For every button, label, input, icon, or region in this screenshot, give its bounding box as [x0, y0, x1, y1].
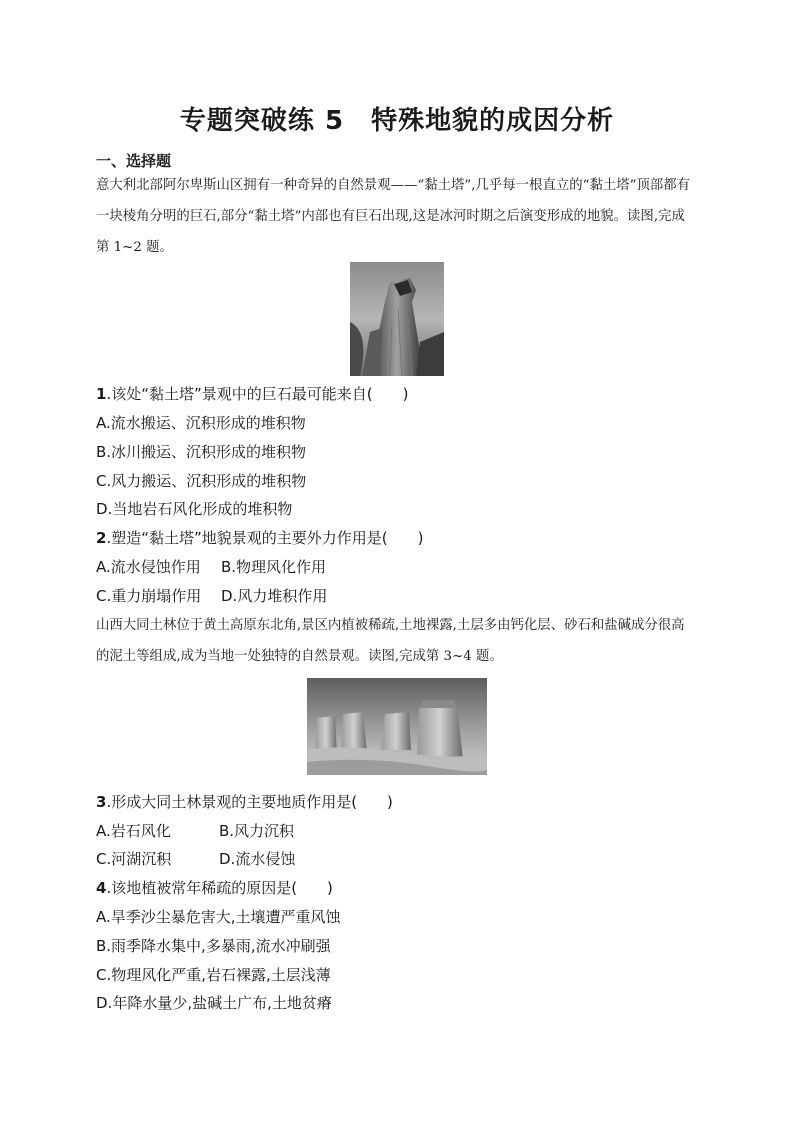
option-1d: D.当地岩石风化形成的堆积物 [96, 500, 293, 518]
option-3a: A.岩石风化 [96, 822, 171, 840]
option-2b: B.物理风化作用 [221, 558, 327, 576]
option-4c: C.物理风化严重,岩石裸露,土层浅薄 [96, 966, 331, 984]
option-2d: D.风力堆积作用 [221, 587, 328, 605]
question-number: 4 [96, 879, 107, 897]
earth-forest-image [307, 678, 487, 775]
option-2a: A.流水侵蚀作用 [96, 558, 201, 576]
question-stem: .该地植被常年稀疏的原因是( ) [106, 879, 333, 897]
option-4b: B.雨季降水集中,多暴雨,流水冲刷强 [96, 937, 331, 955]
option-4d: D.年降水量少,盐碱土广布,土地贫瘠 [96, 994, 332, 1012]
question-number: 2 [96, 529, 107, 547]
question-number: 1 [96, 385, 107, 403]
question-3 [96, 792, 393, 812]
question-stem: .形成大同土林景观的主要地质作用是( ) [106, 793, 393, 811]
clay-tower-photo [350, 262, 444, 376]
option-1c: C.风力搬运、沉积形成的堆积物 [96, 472, 307, 490]
option-1a: A.流水搬运、沉积形成的堆积物 [96, 414, 306, 432]
option-3c: C.河湖沉积 [96, 850, 172, 868]
question-stem: .塑造“黏土塔”地貌景观的主要外力作用是( ) [106, 529, 424, 547]
intro-paragraph-2: 山西大同土林位于黄土高原东北角,景区内植被稀疏,土地裸露,土层多由钙化层、砂石和盐碱成分很高的泥土等组成,成为当地一处独特的自然景观。读图,完成第 3~4 题。 [96, 618, 685, 664]
question-stem: .该处“黏土塔”景观中的巨石最可能来自( ) [106, 385, 409, 403]
earth-forest-photo [307, 678, 487, 775]
question-number: 3 [96, 793, 107, 811]
section-heading: 一、选择题 [96, 152, 172, 170]
question-2 [96, 528, 423, 548]
option-3b: B.风力沉积 [219, 822, 295, 840]
clay-tower-image [350, 262, 444, 376]
option-1b: B.冰川搬运、沉积形成的堆积物 [96, 443, 307, 461]
question-1 [96, 384, 408, 404]
question-4 [96, 878, 333, 898]
intro-paragraph-1: 意大利北部阿尔卑斯山区拥有一种奇异的自然景观——“黏土塔”,几乎每一根直立的“黏土塔”顶部都有一块棱角分明的巨石,部分“黏土塔”内部也有巨石出现,这是冰河时期之后演变形成的地貌。读图,完成第 1~2 题。 [96, 178, 691, 255]
option-4a: A.旱季沙尘暴危害大,土壤遭严重风蚀 [96, 908, 341, 926]
option-3d: D.流水侵蚀 [219, 850, 296, 868]
option-2c: C.重力崩塌作用 [96, 587, 202, 605]
page-title: 专题突破练 5 特殊地貌的成因分析 [179, 106, 615, 136]
